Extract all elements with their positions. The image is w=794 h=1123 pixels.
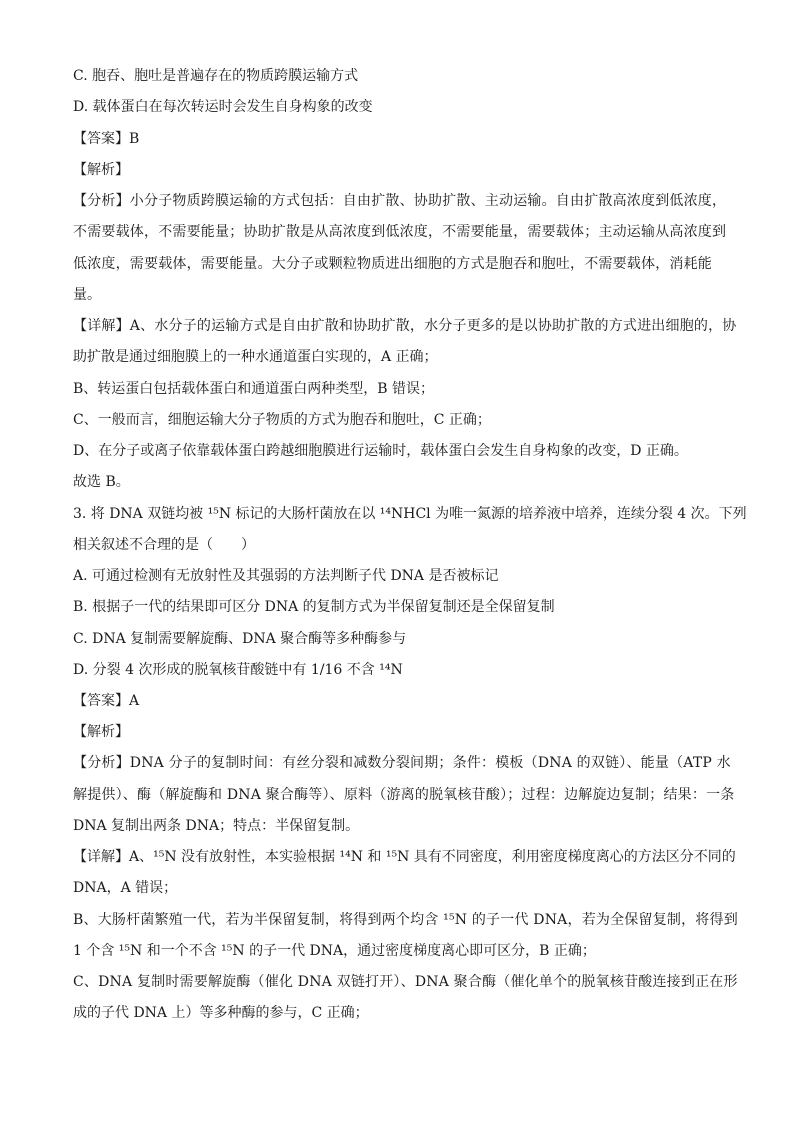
option-d-prev: D. 载体蛋白在每次转运时会发生自身构象的改变 (73, 99, 373, 115)
q3-analysis-l3: DNA 复制出两条 DNA；特点：半保留复制。 (73, 818, 360, 834)
analysis-prev-l3: 低浓度，需要载体，需要能量。大分子或颗粒物质进出细胞的方式是胞吞和胞吐，不需要载体，消耗能 (73, 256, 712, 272)
question3-stem-l1: 3. 将 DNA 双链均被 ¹⁵N 标记的大肠杆菌放在以 ¹⁴NHCl 为唯一氮源的培养液中培养，连续分裂 4 次。下列 (73, 506, 747, 522)
q3-analysis-heading: 【解析】 (73, 724, 129, 740)
analysis-prev-l2: 不需要载体，不需要能量；协助扩散是从高浓度到低浓度，不需要能量，需要载体；主动运输从高浓度到 (73, 224, 727, 240)
q3-analysis-l1: 【分析】DNA 分子的复制时间：有丝分裂和减数分裂间期；条件：模板（DNA 的双链）、能量（ATP 水 (73, 755, 731, 771)
analysis-heading-prev: 【解析】 (73, 162, 129, 178)
q3-analysis-l2: 解提供）、酶（解旋酶和 DNA 聚合酶等）、原料（游离的脱氧核苷酸）；过程：边解旋边复制；结果：一条 (73, 787, 735, 803)
question3-stem-l2: 相关叙述不合理的是（ ） (73, 537, 255, 553)
answer-prev: 【答案】B (73, 131, 140, 147)
analysis-prev-l1: 【分析】小分子物质跨膜运输的方式包括：自由扩散、协助扩散、主动运输。自由扩散高浓度到低浓度， (73, 193, 727, 209)
detail-prev-l3: B、转运蛋白包括载体蛋白和通道蛋白两种类型，B 错误； (73, 381, 435, 397)
detail-prev-l4: C、一般而言，细胞运输大分子物质的方式为胞吞和胞吐，C 正确； (73, 412, 491, 428)
detail-prev-l5: D、在分子或离子依靠载体蛋白跨越细胞膜进行运输时，载体蛋白会发生自身构象的改变，D 正确。 (73, 443, 688, 459)
q3-option-d: D. 分裂 4 次形成的脱氧核苷酸链中有 1/16 不含 ¹⁴N (73, 662, 403, 678)
detail-prev-l1: 【详解】A、水分子的运输方式是自由扩散和协助扩散，水分子更多的是以协助扩散的方式进出细胞的，协 (73, 318, 737, 334)
q3-detail-l1: 【详解】A、¹⁵N 没有放射性，本实验根据 ¹⁴N 和 ¹⁵N 具有不同密度，利用密度梯度离心的方法区分不同的 (73, 849, 736, 865)
analysis-prev-l4: 量。 (73, 287, 101, 303)
detail-prev-l2: 助扩散是通过细胞膜上的一种水通道蛋白实现的，A 正确； (73, 349, 438, 365)
q3-option-a: A. 可通过检测有无放射性及其强弱的方法判断子代 DNA 是否被标记 (73, 568, 499, 584)
q3-detail-l4: 1 个含 ¹⁵N 和一个不含 ¹⁵N 的子一代 DNA，通过密度梯度离心即可区分，B 正确； (73, 943, 596, 959)
q3-detail-l6: 成的子代 DNA 上）等多种酶的参与，C 正确； (73, 1005, 369, 1021)
option-c-prev: C. 胞吞、胞吐是普遍存在的物质跨膜运输方式 (73, 68, 359, 84)
q3-option-b: B. 根据子一代的结果即可区分 DNA 的复制方式为半保留复制还是全保留复制 (73, 599, 555, 615)
q3-detail-l3: B、大肠杆菌繁殖一代，若为半保留复制，将得到两个均含 ¹⁵N 的子一代 DNA，若为全保留复制，将得到 (73, 912, 738, 928)
q3-option-c: C. DNA 复制需要解旋酶、DNA 聚合酶等多种酶参与 (73, 631, 407, 647)
conclusion-prev: 故选 B。 (73, 474, 130, 490)
q3-detail-l2: DNA，A 错误； (73, 880, 178, 896)
q3-answer: 【答案】A (73, 693, 140, 709)
q3-detail-l5: C、DNA 复制时需要解旋酶（催化 DNA 双链打开）、DNA 聚合酶（催化单个的脱氧核苷酸连接到正在形 (73, 974, 738, 990)
